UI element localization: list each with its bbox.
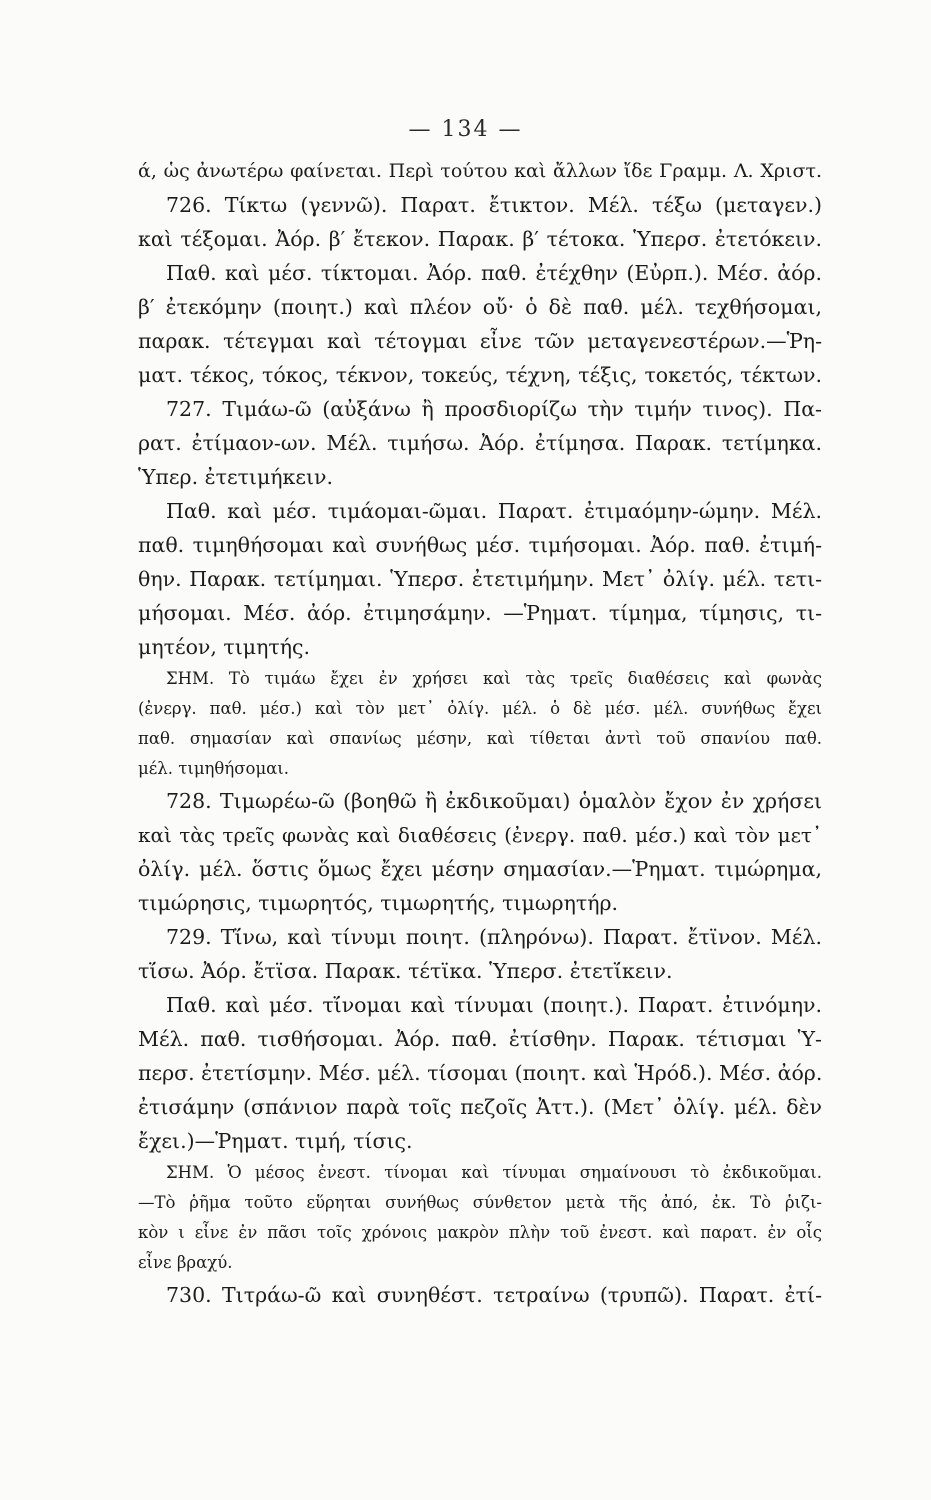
body-text — [138, 154, 822, 1312]
text-line: τιμώρησις, τιμωρητός, τιμωρητής, τιμωρητήρ. — [138, 891, 619, 915]
note-line: παθ. σημασίαν καὶ σπανίως μέσην, καὶ τίθεται ἀντὶ τοῦ σπανίου παθ. — [138, 729, 822, 748]
text-line: μητέον, τιμητής. — [138, 635, 311, 659]
text-line: ὀλίγ. μέλ. ὅστις ὅμως ἔχει μέσην σημασίαν.—Ῥηματ. τιμώρημα, — [138, 857, 822, 881]
note-line: ΣΗΜ. Ὁ μέσος ἐνεστ. τίνομαι καὶ τίνυμαι σημαίνουσι τὸ ἐκδικοῦμαι. — [166, 1163, 822, 1182]
text-line: περσ. ἐτετίσμην. Μέσ. μέλ. τίσομαι (ποιητ. καὶ Ἡρόδ.). Μέσ. ἀόρ. — [138, 1061, 823, 1085]
entry-726-line: 726. Τίκτω (γεννῶ). Παρατ. ἔτικτον. Μέλ. τέξω (μεταγεν.) — [166, 193, 822, 217]
note-line: —Τὸ ῥῆμα τοῦτο εὕρηται συνήθως σύνθετον μετὰ τῆς ἀπό, ἐκ. Τὸ ῥιζι- — [138, 1193, 822, 1212]
note-line: ΣΗΜ. Τὸ τιμάω ἔχει ἐν χρήσει καὶ τὰς τρεῖς διαθέσεις καὶ φωνὰς — [166, 669, 822, 688]
text-line: Παθ. καὶ μέσ. τίκτομαι. Ἀόρ. παθ. ἐτέχθην (Εὐρπ.). Μέσ. ἀόρ. — [166, 261, 822, 285]
text-line: ἐτισάμην (σπάνιον παρὰ τοῖς πεζοῖς Ἀττ.). (Μετ᾽ ὀλίγ. μέλ. δὲν — [138, 1095, 822, 1119]
text-line: β′ ἐτεκόμην (ποιητ.) καὶ πλέον οὔ· ὁ δὲ παθ. μέλ. τεχθήσομαι, — [138, 295, 822, 319]
text-line: ματ. τέκος, τόκος, τέκνον, τοκεύς, τέχνη, τέξις, τοκετός, τέκτων. — [138, 363, 822, 387]
note-line: (ἐνεργ. παθ. μέσ.) καὶ τὸν μετ᾽ ὀλίγ. μέλ. ὁ δὲ μέσ. μέλ. συνήθως ἔχει — [138, 699, 822, 718]
page-number: — 134 — — [408, 117, 523, 142]
text-line: Παθ. καὶ μέσ. τί̈νομαι καὶ τίνυμαι (ποιητ.). Παρατ. ἐτινόμην. — [166, 993, 822, 1017]
note-line: εἶνε βραχύ. — [138, 1253, 233, 1272]
text-line: καὶ τὰς τρεῖς φωνὰς καὶ διαθέσεις (ἐνεργ. παθ. μέσ.) καὶ τὸν μετ᾽ — [138, 823, 822, 847]
entry-727-line: 727. Τιμάω-ῶ (αὐξάνω ἢ προσδιορίζω τὴν τιμήν τινος). Πα- — [166, 397, 822, 421]
text-line: μήσομαι. Μέσ. ἀόρ. ἐτιμησάμην. —Ῥηματ. τίμημα, τίμησις, τι- — [138, 601, 822, 625]
text-line: τί̈σω. Ἀόρ. ἔτϊσα. Παρακ. τέτϊκα. Ὑπερσ. ἐτετί̈κειν. — [138, 959, 673, 983]
text-line: θην. Παρακ. τετίμημαι. Ὑπερσ. ἐτετιμήμην. Μετ᾽ ὀλίγ. μέλ. τετι- — [138, 567, 822, 591]
text-line: ρατ. ἐτίμαον-ων. Μέλ. τιμήσω. Ἀόρ. ἐτίμησα. Παρακ. τετίμηκα. — [138, 431, 822, 455]
text-line: παθ. τιμηθήσομαι καὶ συνήθως μέσ. τιμήσομαι. Ἀόρ. παθ. ἐτιμή- — [138, 533, 822, 557]
text-line: ά, ὡς ἀνωτέρω φαίνεται. Περὶ τούτου καὶ ἄλλων ἴδε Γραμμ. Λ. Χριστ. — [138, 160, 822, 182]
text-line: Ὑπερ. ἐτετιμήκειν. — [138, 465, 334, 489]
text-line: ἔχει.)—Ῥηματ. τιμή, τίσις. — [138, 1129, 413, 1153]
note-line: μέλ. τιμηθήσομαι. — [138, 759, 290, 778]
text-line: Μέλ. παθ. τισθήσομαι. Ἀόρ. παθ. ἐτίσθην. Παρακ. τέτισμαι Ὑ- — [138, 1027, 822, 1051]
note-line: κὸν ι εἶνε ἐν πᾶσι τοῖς χρόνοις μακρὸν πλὴν τοῦ ἐνεστ. καὶ παρατ. ἐν οἷς — [138, 1223, 822, 1242]
entry-729-line: 729. Τί̈νω, καὶ τίνυμι ποιητ. (πληρόνω). Παρατ. ἔτϊνον. Μέλ. — [166, 925, 822, 949]
entry-728-line: 728. Τιμωρέω-ῶ (βοηθῶ ἢ ἐκδικοῦμαι) ὁμαλὸν ἔχον ἐν χρήσει — [166, 789, 822, 813]
text-line: παρακ. τέτεγμαι καὶ τέτογμαι εἶνε τῶν μεταγενεστέρων.—Ῥη- — [138, 329, 822, 353]
text-line: καὶ τέξομαι. Ἀόρ. β′ ἔτεκον. Παρακ. β′ τέτοκα. Ὑπερσ. ἐτετόκειν. — [138, 227, 822, 251]
text-line: Παθ. καὶ μέσ. τιμάομαι-ῶμαι. Παρατ. ἐτιμαόμην-ώμην. Μέλ. — [166, 499, 822, 523]
entry-730-line: 730. Τιτράω-ῶ καὶ συνηθέστ. τετραίνω (τρυπῶ). Παρατ. ἐτί- — [166, 1283, 822, 1307]
